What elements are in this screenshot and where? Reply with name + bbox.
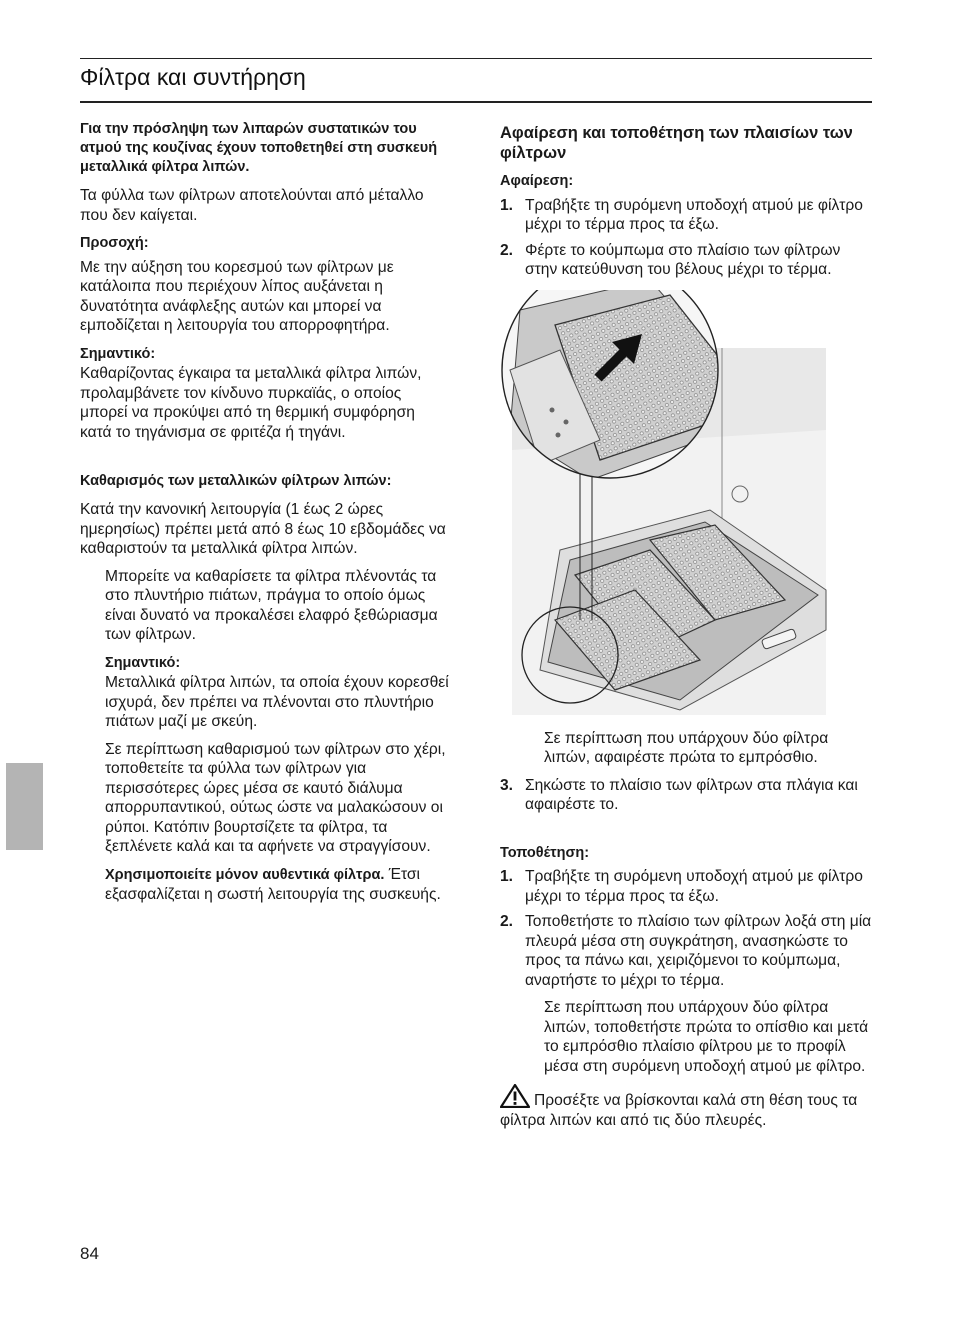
page-title: Φίλτρα και συντήρηση xyxy=(80,64,306,90)
intro-bold: Για την πρόσληψη των λιπαρών συστατικών του ατμού της κουζίνας έχουν τοποθετηθεί στη συσκευή μεταλλικά φίλτρα λιπών. xyxy=(80,121,438,175)
removal-step xyxy=(500,241,872,280)
install-step xyxy=(500,867,872,906)
cleaning-text: Κατά την κανονική λειτουργία (1 έως 2 ώρες ημερησίως) πρέπει μετά από 8 έως 10 εβδομάδες να καθαριστούν τα μεταλλικά φίλτρα λιπών. xyxy=(80,501,446,557)
original-filters-text: Έτσι εξασφαλίζεται η σωστή λειτουργία της συσκευής. xyxy=(105,865,441,903)
important2-label: Σημαντικό: xyxy=(105,654,181,671)
cleaning-heading: Καθαρισμός των μεταλλικών φίλτρων λιπών: xyxy=(80,473,392,489)
install-note: Σε περίπτωση που υπάρχουν δύο φίλτρα λιπών, τοποθετήστε πρώτα το οπίσθιο και μετά το εμπρόσθιο πλαίσιο φίλτρου με το προφίλ μέσα στη συρόμενη υποδοχή ατμού με φίλτρο. xyxy=(544,999,869,1075)
install-label: Τοποθέτηση: xyxy=(500,844,590,861)
right-column xyxy=(500,120,872,1138)
warning-text: Προσέξτε να βρίσκονται καλά στη θέση τους τα φίλτρα λιπών και από τις δύο πλευρές. xyxy=(500,1092,858,1129)
step-number: 1. xyxy=(500,196,514,214)
original-filters-note xyxy=(105,865,450,905)
step-text: Σηκώστε το πλαίσιο των φίλτρων στα πλάγια και αφαιρέστε το. xyxy=(525,776,858,813)
important-label: Σημαντικό: xyxy=(80,345,156,362)
step-text: Τραβήξτε τη συρόμενη υποδοχή ατμού με φίλτρο μέχρι το τέρμα προς τα έξω. xyxy=(525,868,863,905)
caution-text: Με την αύξηση του κορεσμού των φίλτρων με κατάλοιπα που περιέχουν λίπος αυξάνεται η δυνατότητα ανάφλεξης αυτών και μπορεί να εμποδίζεται η λειτουργία του απορροφητήρα. xyxy=(80,258,394,334)
warning-triangle-icon xyxy=(500,1084,530,1108)
original-filters-bold: Χρησιμοποιείτε μόνον αυθεντικά φίλτρα. xyxy=(105,866,385,883)
install-step xyxy=(500,912,872,990)
step-number: 2. xyxy=(500,913,514,930)
dishwasher-text: Μπορείτε να καθαρίσετε τα φίλτρα πλένοντάς τα στο πλυντήριο πιάτων, πράγμα το οποίο όμως είναι δυνατό να προκαλέσει ελαφρό ξεθώριασμα των φίλτρων. xyxy=(105,567,438,643)
step-text: Τοποθετήστε το πλαίσιο των φίλτρων λοξά στη μία πλευρά μέσα στη συγκράτηση, ανασηκώστε το προς τα πάνω και, χειριζόμενοι το κούμπωμα, αναρτήστε το μέχρι το τέρμα. xyxy=(525,913,872,989)
caution-label: Προσοχή: xyxy=(80,235,149,251)
removal-label: Αφαίρεση: xyxy=(500,173,574,189)
step-text: Φέρτε το κούμπωμα στο πλαίσιο των φίλτρων στην κατεύθυνση του βέλους μέχρι το τέρμα. xyxy=(525,241,841,278)
removal-steps xyxy=(500,196,872,280)
header-rule-top xyxy=(80,58,872,59)
step-text: Τραβήξτε τη συρόμενη υποδοχή ατμού με φίλτρο μέχρι το τέρμα προς τα έξω. xyxy=(525,196,863,233)
header-rule-bottom xyxy=(80,101,872,103)
two-filters-note: Σε περίπτωση που υπάρχουν δύο φίλτρα λιπών, αφαιρέστε πρώτα το εμπρόσθιο. xyxy=(544,729,829,766)
step-number: 1. xyxy=(500,868,514,885)
step-number: 3. xyxy=(500,776,514,794)
section-heading: Αφαίρεση και τοποθέτηση των πλαισίων των φίλτρων xyxy=(500,124,853,162)
removal-step xyxy=(500,776,872,815)
hand-cleaning-text: Σε περίπτωση καθαρισμού των φίλτρων στο χέρι, τοποθετείτε τα φύλλα των φίλτρων για περισσότερες ώρες μέσα σε καυτό διάλυμα απορρυπαντικού, ούτως ώστε να μαλακώσουν οι ρύποι. Κατόπιν βουρτσίζετε τα φίλτρα, τα ξεπλένετε καλά και τα αφήνετε να στραγγίσουν. xyxy=(105,740,446,855)
install-steps xyxy=(500,867,872,990)
important2-text: Μεταλλικά φίλτρα λιπών, τα οποία έχουν κορεσθεί ισχυρά, δεν πρέπει να πλένονται στο πλυντήριο πιάτων μαζί με σκεύη. xyxy=(105,674,449,730)
intro-text: Τα φύλλα των φίλτρων αποτελούνται από μέταλλο που δεν καίγεται. xyxy=(80,187,424,224)
removal-step xyxy=(500,196,872,235)
step-number: 2. xyxy=(500,241,514,259)
page-number: 84 xyxy=(80,1244,99,1263)
important-text: Καθαρίζοντας έγκαιρα τα μεταλλικά φίλτρα λιπών, προλαμβάνετε τον κίνδυνο πυρκαϊάς, ο οποίος μπορεί να προκύψει από τη θερμική συμφόρηση κατά το τηγάνισμα σε φριτέζα ή τηγάνι. xyxy=(80,365,422,441)
chapter-tab xyxy=(6,763,43,850)
warning-note xyxy=(500,1084,872,1130)
filter-removal-illustration xyxy=(500,290,830,715)
removal-step-3 xyxy=(500,776,872,815)
left-column xyxy=(80,120,450,913)
